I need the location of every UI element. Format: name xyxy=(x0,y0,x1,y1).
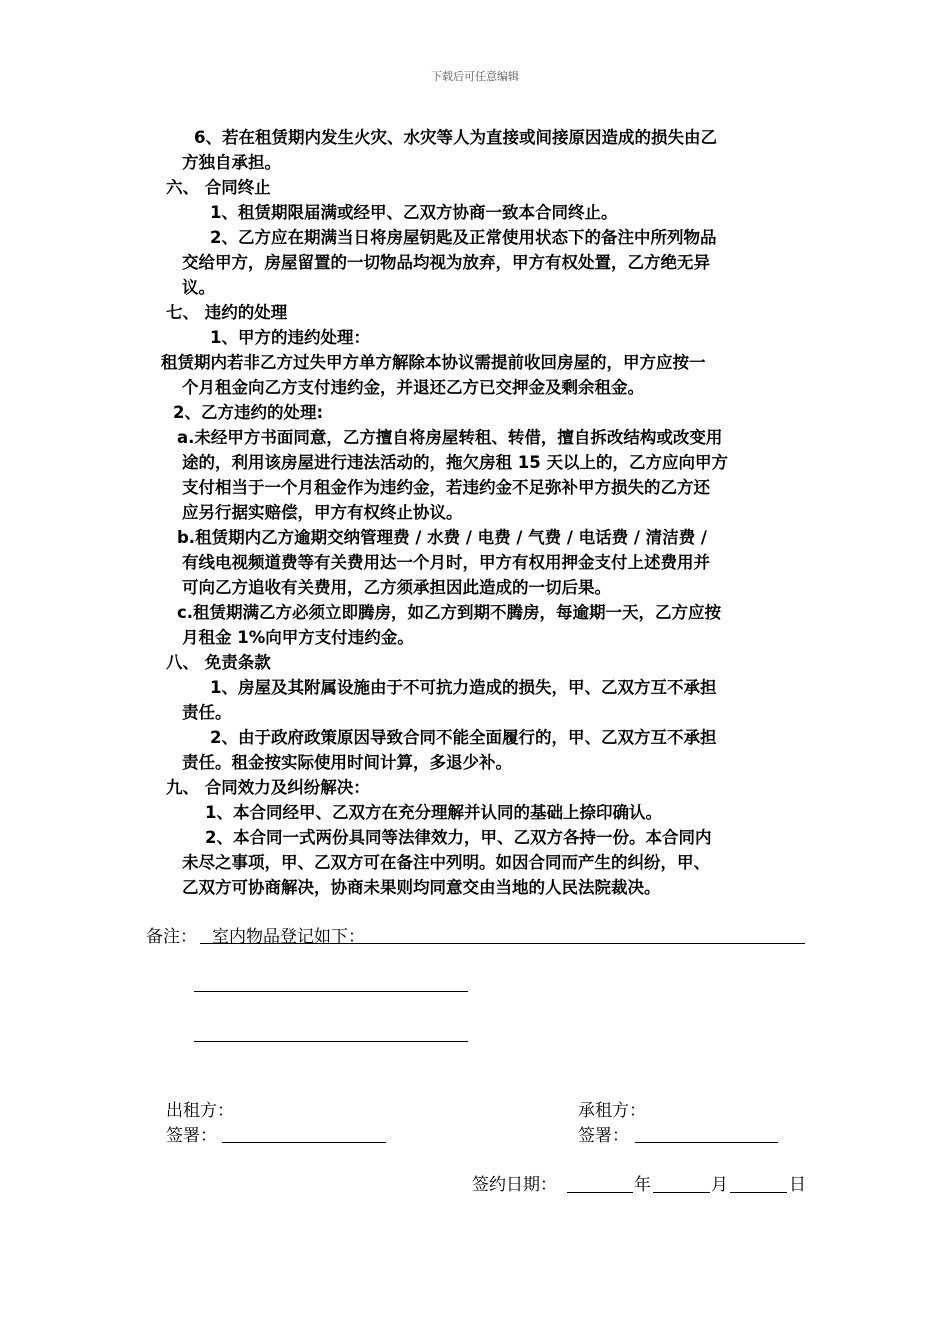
clause-7-item-1-text: 租赁期内若非乙方过失甲方单方解除本协议需提前收回房屋的，甲方应按一 xyxy=(161,353,706,372)
sign-date-day: 日 xyxy=(789,1175,806,1195)
clause-7-item-1-text-cont: 个月租金向乙方支付违约金，并退还乙方已交押金及剩余租金。 xyxy=(182,378,644,397)
sign-date-month: 月 xyxy=(711,1175,728,1195)
clause-9-item-2-cont1: 未尽之事项，甲、乙双方可在备注中列明。如因合同而产生的纠纷，甲、 xyxy=(182,853,710,872)
sign-date-day-line xyxy=(730,1192,787,1193)
clause-7-item-2c: c.租赁期满乙方必须立即腾房，如乙方到期不腾房，每逾期一天，乙方应按 xyxy=(177,603,722,622)
remarks-blank-line-1 xyxy=(194,991,468,992)
header-note: 下载后可任意编辑 xyxy=(431,70,519,83)
remarks-underline xyxy=(200,943,805,944)
remarks-blank-line-2 xyxy=(194,1041,468,1042)
clause-6-item-2: 2、乙方应在期满当日将房屋钥匙及正常使用状态下的备注中所列物品 xyxy=(210,228,717,247)
section-7-heading: 七、 违约的处理 xyxy=(166,303,288,322)
clause-8-item-1: 1、房屋及其附属设施由于不可抗力造成的损失，甲、乙双方互不承担 xyxy=(210,678,717,697)
sign-date-year: 年 xyxy=(634,1175,651,1195)
section-9-heading: 九、 合同效力及纠纷解决： xyxy=(166,778,370,797)
clause-8-item-2: 2、由于政府政策原因导致合同不能全面履行的，甲、乙双方互不承担 xyxy=(210,728,717,747)
sign-date-year-line xyxy=(567,1192,633,1193)
lessee-label: 承租方： xyxy=(578,1101,646,1121)
lessor-sign-label: 签署： xyxy=(166,1126,217,1146)
clause-9-item-2-cont2: 乙双方可协商解决，协商未果则均同意交由当地的人民法院裁决。 xyxy=(182,878,661,897)
clause-6-item-2-end: 议。 xyxy=(182,278,215,297)
clause-8-item-1-cont: 责任。 xyxy=(182,703,232,722)
clause-6-item-2-cont: 交给甲方，房屋留置的一切物品均视为放弃，甲方有权处置，乙方绝无异 xyxy=(182,253,710,272)
clause-7-item-2a: a.未经甲方书面同意，乙方擅自将房屋转租、转借，擅自拆改结构或改变用 xyxy=(177,428,723,447)
clause-8-item-2-cont: 责任。租金按实际使用时间计算，多退少补。 xyxy=(182,753,512,772)
clause-7-item-2: 2、乙方违约的处理: xyxy=(173,403,324,422)
lessee-sign-line xyxy=(635,1142,778,1143)
sign-date-month-line xyxy=(653,1192,710,1193)
clause-5-item-6-cont: 方独自承担。 xyxy=(182,153,281,172)
clause-7-item-1: 1、甲方的违约处理： xyxy=(210,328,370,347)
clause-7-item-2b-cont2: 可向乙方追收有关费用，乙方须承担因此造成的一切后果。 xyxy=(182,578,611,597)
clause-7-item-2a-cont3: 应另行据实赔偿，甲方有权终止协议。 xyxy=(182,503,463,522)
clause-7-item-2b: b.租赁期内乙方逾期交纳管理费 / 水费 / 电费 / 气费 / 电话费 / 清洁费 / xyxy=(177,528,707,547)
clause-7-item-2c-cont: 月租金 1%向甲方支付违约金。 xyxy=(182,628,414,647)
lessor-sign-line xyxy=(222,1142,386,1143)
remarks-text: 室内物品登记如下： xyxy=(212,927,365,947)
clause-7-item-2b-cont1: 有线电视频道费等有关费用达一个月时，甲方有权用押金支付上述费用并 xyxy=(182,553,710,572)
clause-9-item-2: 2、本合同一式两份具同等法律效力，甲、乙双方各持一份。本合同内 xyxy=(205,828,712,847)
clause-5-item-6: 6、若在租赁期内发生火灾、水灾等人为直接或间接原因造成的损失由乙 xyxy=(194,128,717,147)
clause-7-item-2a-cont1: 途的，利用该房屋进行违法活动的，拖欠房租 15 天以上的，乙方应向甲方 xyxy=(182,453,728,472)
remarks-label: 备注： xyxy=(146,927,197,947)
lessor-label: 出租方： xyxy=(166,1101,234,1121)
section-8-heading: 八、 免责条款 xyxy=(166,653,271,672)
section-6-heading: 六、 合同终止 xyxy=(166,178,271,197)
clause-6-item-1: 1、租赁期限届满或经甲、乙双方协商一致本合同终止。 xyxy=(210,203,618,222)
lessee-sign-label: 签署： xyxy=(578,1126,629,1146)
clause-9-item-1: 1、本合同经甲、乙双方在充分理解并认同的基础上捺印确认。 xyxy=(205,803,662,822)
clause-7-item-2a-cont2: 支付相当于一个月租金作为违约金，若违约金不足弥补甲方损失的乙方还 xyxy=(182,478,710,497)
sign-date-label: 签约日期： xyxy=(472,1175,557,1195)
